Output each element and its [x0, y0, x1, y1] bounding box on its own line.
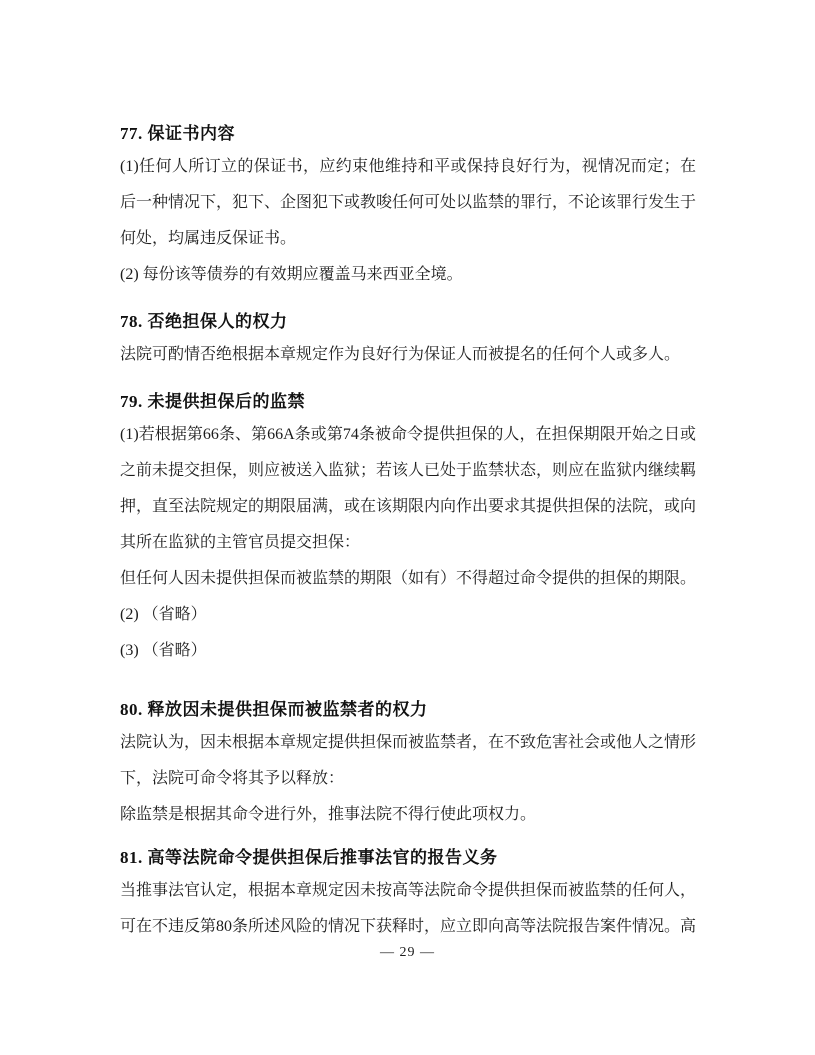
- section-81: [120, 843, 696, 945]
- section-77-paragraph-2: (2) 每份该等债券的有效期应覆盖马来西亚全境。: [120, 266, 463, 283]
- section-81-heading: 81. 高等法院命令提供担保后推事法官的报告义务: [120, 848, 498, 867]
- section-80-paragraph-1: 法院认为，因未根据本章规定提供担保而被监禁者，在不致危害社会或他人之情形下，法院可命令将其予以释放：: [120, 734, 697, 787]
- section-78-heading: 78. 否绝担保人的权力: [120, 312, 288, 331]
- section-80: [120, 695, 696, 833]
- section-79-paragraph-1: (1)若根据第66条、第66A条或第74条被命令提供担保的人，在担保期限开始之日或之前未提交担保，则应被送入监狱；若该人已处于监禁状态，则应在监狱内继续羁押，直至法院规定的期限届满，或在该期限内向作出要求其提供担保的法院，或向其所在监狱的主管官员提交担保：: [120, 426, 697, 551]
- section-79-paragraph-2: 但任何人因未提供担保而被监禁的期限（如有）不得超过命令提供的担保的期限。: [120, 570, 697, 587]
- page-number: — 29 —: [380, 945, 435, 960]
- section-79: [120, 387, 696, 669]
- page-content: [120, 119, 696, 945]
- section-81-paragraph-1: 当推事法官认定，根据本章规定因未按高等法院命令提供担保而被监禁的任何人，可在不违反第80条所述风险的情况下获释时，应立即向高等法院报告案件情况。高: [120, 882, 697, 935]
- section-79-paragraph-4: (3) （省略）: [120, 642, 207, 659]
- section-77-heading: 77. 保证书内容: [120, 124, 235, 143]
- section-77-paragraph-1: (1)任何人所订立的保证书，应约束他维持和平或保持良好行为，视情况而定；在后一种情况下，犯下、企图犯下或教唆任何可处以监禁的罪行，不论该罪行发生于何处，均属违反保证书。: [120, 158, 697, 247]
- section-80-heading: 80. 释放因未提供担保而被监禁者的权力: [120, 700, 428, 719]
- section-79-paragraph-3: (2) （省略）: [120, 606, 207, 623]
- section-77: [120, 119, 696, 293]
- section-78-paragraph-1: 法院可酌情否绝根据本章规定作为良好行为保证人而被提名的任何个人或多人。: [120, 346, 681, 363]
- section-79-heading: 79. 未提供担保后的监禁: [120, 392, 305, 411]
- section-78: [120, 307, 696, 373]
- section-80-paragraph-2: 除监禁是根据其命令进行外，推事法院不得行使此项权力。: [120, 806, 537, 823]
